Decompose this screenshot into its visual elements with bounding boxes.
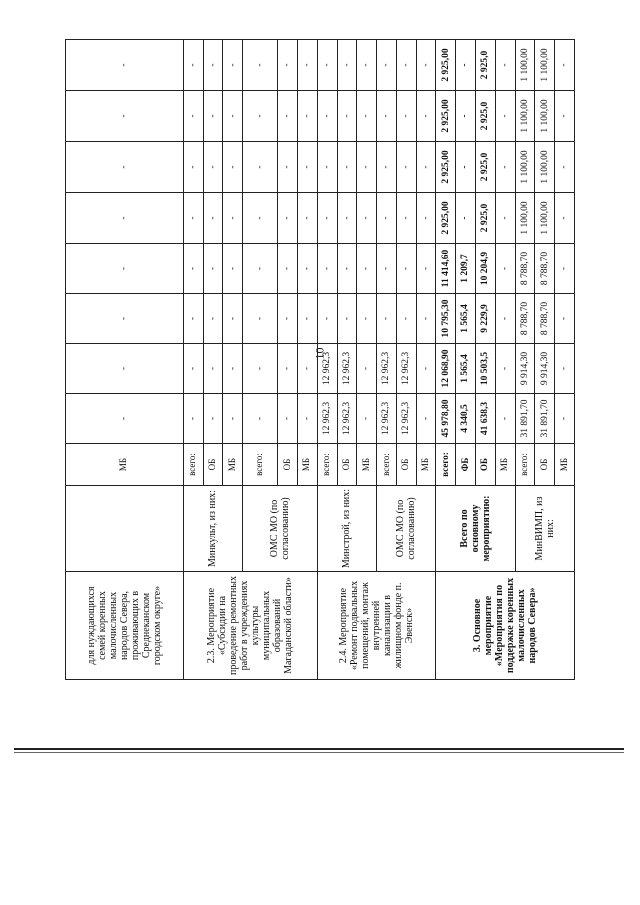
amount-cell: - bbox=[495, 91, 515, 142]
amount-cell: - bbox=[243, 40, 278, 91]
funding-source-cell: МБ bbox=[297, 444, 317, 486]
budget-table bbox=[65, 39, 575, 680]
amount-cell: 12 962,3 bbox=[317, 344, 337, 394]
funding-source-cell: ОБ bbox=[337, 444, 357, 486]
table-row bbox=[183, 40, 203, 680]
amount-cell: - bbox=[223, 91, 243, 142]
amount-cell: - bbox=[203, 394, 223, 444]
measure-name-cell: 3. Основное мероприятие «Мероприятия по поддержке коренных малочисленных народов Севера» bbox=[436, 572, 575, 680]
amount-cell: - bbox=[223, 142, 243, 193]
amount-cell: - bbox=[416, 193, 436, 244]
amount-cell: - bbox=[555, 40, 575, 91]
amount-cell: - bbox=[377, 40, 397, 91]
amount-cell: - bbox=[377, 244, 397, 294]
table-row bbox=[436, 40, 456, 680]
amount-cell: 2 925,00 bbox=[436, 40, 456, 91]
amount-cell: - bbox=[297, 344, 317, 394]
amount-cell: - bbox=[337, 40, 357, 91]
funding-source-cell: МБ bbox=[555, 444, 575, 486]
amount-cell: 12 068,90 bbox=[436, 344, 456, 394]
amount-cell: - bbox=[357, 91, 377, 142]
amount-cell: - bbox=[183, 91, 203, 142]
amount-cell: - bbox=[66, 91, 184, 142]
amount-cell: - bbox=[495, 344, 515, 394]
amount-cell: - bbox=[416, 244, 436, 294]
amount-cell: 31 891,70 bbox=[535, 394, 555, 444]
amount-cell: - bbox=[495, 294, 515, 344]
amount-cell: - bbox=[317, 91, 337, 142]
amount-cell: - bbox=[183, 193, 203, 244]
amount-cell: - bbox=[317, 142, 337, 193]
amount-cell: 1 100,00 bbox=[515, 142, 535, 193]
amount-cell: - bbox=[456, 91, 476, 142]
amount-cell: - bbox=[555, 193, 575, 244]
amount-cell: - bbox=[297, 294, 317, 344]
amount-cell: - bbox=[456, 142, 476, 193]
amount-cell: - bbox=[495, 40, 515, 91]
amount-cell: - bbox=[555, 394, 575, 444]
amount-cell: 1 565,4 bbox=[456, 294, 476, 344]
amount-cell: - bbox=[416, 142, 436, 193]
amount-cell: 4 340,5 bbox=[456, 394, 476, 444]
amount-cell: - bbox=[396, 91, 416, 142]
amount-cell: 10 503,5 bbox=[475, 344, 495, 394]
amount-cell: - bbox=[317, 40, 337, 91]
amount-cell: - bbox=[66, 394, 184, 444]
amount-cell: - bbox=[66, 294, 184, 344]
amount-cell: - bbox=[278, 193, 298, 244]
executor-cell bbox=[66, 486, 184, 572]
amount-cell: - bbox=[278, 142, 298, 193]
amount-cell: - bbox=[203, 344, 223, 394]
amount-cell: - bbox=[396, 40, 416, 91]
amount-cell: - bbox=[223, 394, 243, 444]
amount-cell: - bbox=[297, 142, 317, 193]
amount-cell: - bbox=[223, 344, 243, 394]
amount-cell: - bbox=[377, 91, 397, 142]
amount-cell: - bbox=[297, 91, 317, 142]
amount-cell: - bbox=[495, 244, 515, 294]
amount-cell: - bbox=[66, 40, 184, 91]
amount-cell: - bbox=[297, 394, 317, 444]
amount-cell: - bbox=[66, 142, 184, 193]
amount-cell: - bbox=[183, 344, 203, 394]
executor-cell: ОМС МО (по согласованию) bbox=[243, 486, 318, 572]
page-number: 10 bbox=[312, 347, 327, 360]
amount-cell: - bbox=[278, 394, 298, 444]
funding-source-cell: ОБ bbox=[475, 444, 495, 486]
amount-cell: 8 788,70 bbox=[515, 244, 535, 294]
amount-cell: - bbox=[495, 394, 515, 444]
amount-cell: - bbox=[396, 244, 416, 294]
amount-cell: - bbox=[357, 294, 377, 344]
amount-cell: - bbox=[203, 91, 223, 142]
amount-cell: - bbox=[66, 193, 184, 244]
amount-cell: - bbox=[297, 244, 317, 294]
funding-source-cell: ОБ bbox=[203, 444, 223, 486]
funding-source-cell: МБ bbox=[357, 444, 377, 486]
amount-cell: 2 925,0 bbox=[475, 142, 495, 193]
amount-cell: - bbox=[243, 91, 278, 142]
amount-cell: 41 638,3 bbox=[475, 394, 495, 444]
amount-cell: - bbox=[396, 142, 416, 193]
amount-cell: 2 925,0 bbox=[475, 193, 495, 244]
executor-cell: Минстрой, из них: bbox=[317, 486, 376, 572]
amount-cell: - bbox=[416, 394, 436, 444]
amount-cell: - bbox=[66, 344, 184, 394]
amount-cell: 10 204,9 bbox=[475, 244, 495, 294]
funding-source-cell: всего: bbox=[317, 444, 337, 486]
amount-cell: 2 925,00 bbox=[436, 193, 456, 244]
amount-cell: 45 978,80 bbox=[436, 394, 456, 444]
amount-cell: 12 962,3 bbox=[317, 394, 337, 444]
amount-cell: - bbox=[223, 244, 243, 294]
amount-cell: - bbox=[278, 91, 298, 142]
amount-cell: - bbox=[337, 244, 357, 294]
amount-cell: - bbox=[278, 40, 298, 91]
funding-source-cell: всего: bbox=[515, 444, 535, 486]
amount-cell: - bbox=[203, 142, 223, 193]
amount-cell: - bbox=[377, 193, 397, 244]
amount-cell: - bbox=[337, 294, 357, 344]
amount-cell: 8 788,70 bbox=[515, 294, 535, 344]
amount-cell: 9 229,9 bbox=[475, 294, 495, 344]
footer-divider bbox=[14, 748, 624, 750]
executor-cell: Минкульт, из них: bbox=[183, 486, 242, 572]
executor-cell: МинВИМП, из них: bbox=[515, 486, 574, 572]
funding-source-cell: ОБ bbox=[396, 444, 416, 486]
amount-cell: 1 100,00 bbox=[515, 40, 535, 91]
amount-cell: - bbox=[416, 40, 436, 91]
amount-cell: 1 100,00 bbox=[535, 40, 555, 91]
amount-cell: - bbox=[396, 294, 416, 344]
amount-cell: - bbox=[555, 142, 575, 193]
funding-source-cell: всего: bbox=[183, 444, 203, 486]
amount-cell: - bbox=[243, 294, 278, 344]
amount-cell: 1 100,00 bbox=[515, 91, 535, 142]
table-row bbox=[317, 40, 337, 680]
amount-cell: - bbox=[223, 193, 243, 244]
funding-source-cell: МБ bbox=[416, 444, 436, 486]
amount-cell: - bbox=[203, 294, 223, 344]
amount-cell: - bbox=[317, 193, 337, 244]
amount-cell: - bbox=[243, 244, 278, 294]
amount-cell: - bbox=[243, 344, 278, 394]
amount-cell: - bbox=[357, 40, 377, 91]
amount-cell: - bbox=[223, 40, 243, 91]
amount-cell: - bbox=[203, 40, 223, 91]
funding-source-cell: МБ bbox=[495, 444, 515, 486]
amount-cell: 12 962,3 bbox=[377, 394, 397, 444]
amount-cell: - bbox=[183, 40, 203, 91]
amount-cell: - bbox=[223, 294, 243, 344]
amount-cell: - bbox=[416, 91, 436, 142]
amount-cell: 2 925,0 bbox=[475, 40, 495, 91]
amount-cell: - bbox=[243, 394, 278, 444]
amount-cell: - bbox=[337, 142, 357, 193]
funding-source-cell: МБ bbox=[223, 444, 243, 486]
amount-cell: - bbox=[416, 294, 436, 344]
amount-cell: - bbox=[243, 193, 278, 244]
amount-cell: - bbox=[66, 244, 184, 294]
amount-cell: 12 962,3 bbox=[396, 394, 416, 444]
table-row bbox=[66, 40, 184, 680]
amount-cell: - bbox=[357, 142, 377, 193]
amount-cell: 12 962,3 bbox=[396, 344, 416, 394]
amount-cell: 1 209,7 bbox=[456, 244, 476, 294]
amount-cell: 9 914,30 bbox=[535, 344, 555, 394]
amount-cell: 1 565,4 bbox=[456, 344, 476, 394]
amount-cell: - bbox=[357, 244, 377, 294]
amount-cell: - bbox=[495, 193, 515, 244]
amount-cell: - bbox=[203, 193, 223, 244]
amount-cell: - bbox=[357, 394, 377, 444]
amount-cell: - bbox=[555, 344, 575, 394]
amount-cell: - bbox=[278, 344, 298, 394]
amount-cell: 10 795,30 bbox=[436, 294, 456, 344]
amount-cell: - bbox=[555, 244, 575, 294]
amount-cell: 2 925,00 bbox=[436, 91, 456, 142]
amount-cell: - bbox=[377, 294, 397, 344]
amount-cell: - bbox=[456, 40, 476, 91]
amount-cell: 12 962,3 bbox=[337, 344, 357, 394]
amount-cell: 1 100,00 bbox=[515, 193, 535, 244]
amount-cell: - bbox=[297, 193, 317, 244]
amount-cell: - bbox=[377, 142, 397, 193]
footer-divider-thin bbox=[14, 752, 624, 753]
amount-cell: 1 100,00 bbox=[535, 91, 555, 142]
funding-source-cell: МБ bbox=[66, 444, 184, 486]
amount-cell: 12 962,3 bbox=[377, 344, 397, 394]
measure-name-cell: 2.4. Мероприятие «Ремонт подвальных помещений, монтаж внутренней канализации в жилищном фонде п. Эвенск» bbox=[317, 572, 436, 680]
executor-cell: ОМС МО (по согласованию) bbox=[377, 486, 436, 572]
funding-source-cell: всего: bbox=[243, 444, 278, 486]
amount-cell: - bbox=[337, 193, 357, 244]
amount-cell: - bbox=[337, 91, 357, 142]
amount-cell: - bbox=[495, 142, 515, 193]
amount-cell: 2 925,00 bbox=[436, 142, 456, 193]
amount-cell: - bbox=[183, 394, 203, 444]
amount-cell: - bbox=[396, 193, 416, 244]
amount-cell: - bbox=[203, 244, 223, 294]
amount-cell: - bbox=[555, 91, 575, 142]
amount-cell: 11 414,60 bbox=[436, 244, 456, 294]
executor-cell: Всего по основному мероприятию: bbox=[436, 486, 515, 572]
amount-cell: - bbox=[297, 40, 317, 91]
funding-source-cell: всего: bbox=[436, 444, 456, 486]
amount-cell: - bbox=[416, 344, 436, 394]
amount-cell: - bbox=[357, 344, 377, 394]
funding-source-cell: ОБ bbox=[278, 444, 298, 486]
amount-cell: 2 925,0 bbox=[475, 91, 495, 142]
amount-cell: - bbox=[555, 294, 575, 344]
amount-cell: - bbox=[317, 294, 337, 344]
funding-source-cell: ФБ bbox=[456, 444, 476, 486]
amount-cell: 31 891,70 bbox=[515, 394, 535, 444]
amount-cell: - bbox=[183, 142, 203, 193]
amount-cell: - bbox=[357, 193, 377, 244]
amount-cell: 8 788,70 bbox=[535, 294, 555, 344]
amount-cell: - bbox=[183, 294, 203, 344]
measure-name-cell: 2.3. Мероприятие «Субсидии на проведение ремонтных работ в учреждениях культуры муниципальных образований Магаданской области» bbox=[183, 572, 317, 680]
funding-source-cell: всего: bbox=[377, 444, 397, 486]
rotated-table-wrapper bbox=[65, 40, 575, 680]
amount-cell: 9 914,30 bbox=[515, 344, 535, 394]
amount-cell: 12 962,3 bbox=[337, 394, 357, 444]
amount-cell: 8 788,70 bbox=[535, 244, 555, 294]
amount-cell: - bbox=[456, 193, 476, 244]
amount-cell: 1 100,00 bbox=[535, 193, 555, 244]
funding-source-cell: ОБ bbox=[535, 444, 555, 486]
amount-cell: - bbox=[183, 244, 203, 294]
measure-name-cell: для нуждающихся семей коренных малочисленных народов Севера, проживающих в Среднеканском городском округе» bbox=[66, 572, 184, 680]
amount-cell: - bbox=[243, 142, 278, 193]
amount-cell: - bbox=[278, 244, 298, 294]
amount-cell: - bbox=[278, 294, 298, 344]
amount-cell: - bbox=[317, 244, 337, 294]
amount-cell: 1 100,00 bbox=[535, 142, 555, 193]
